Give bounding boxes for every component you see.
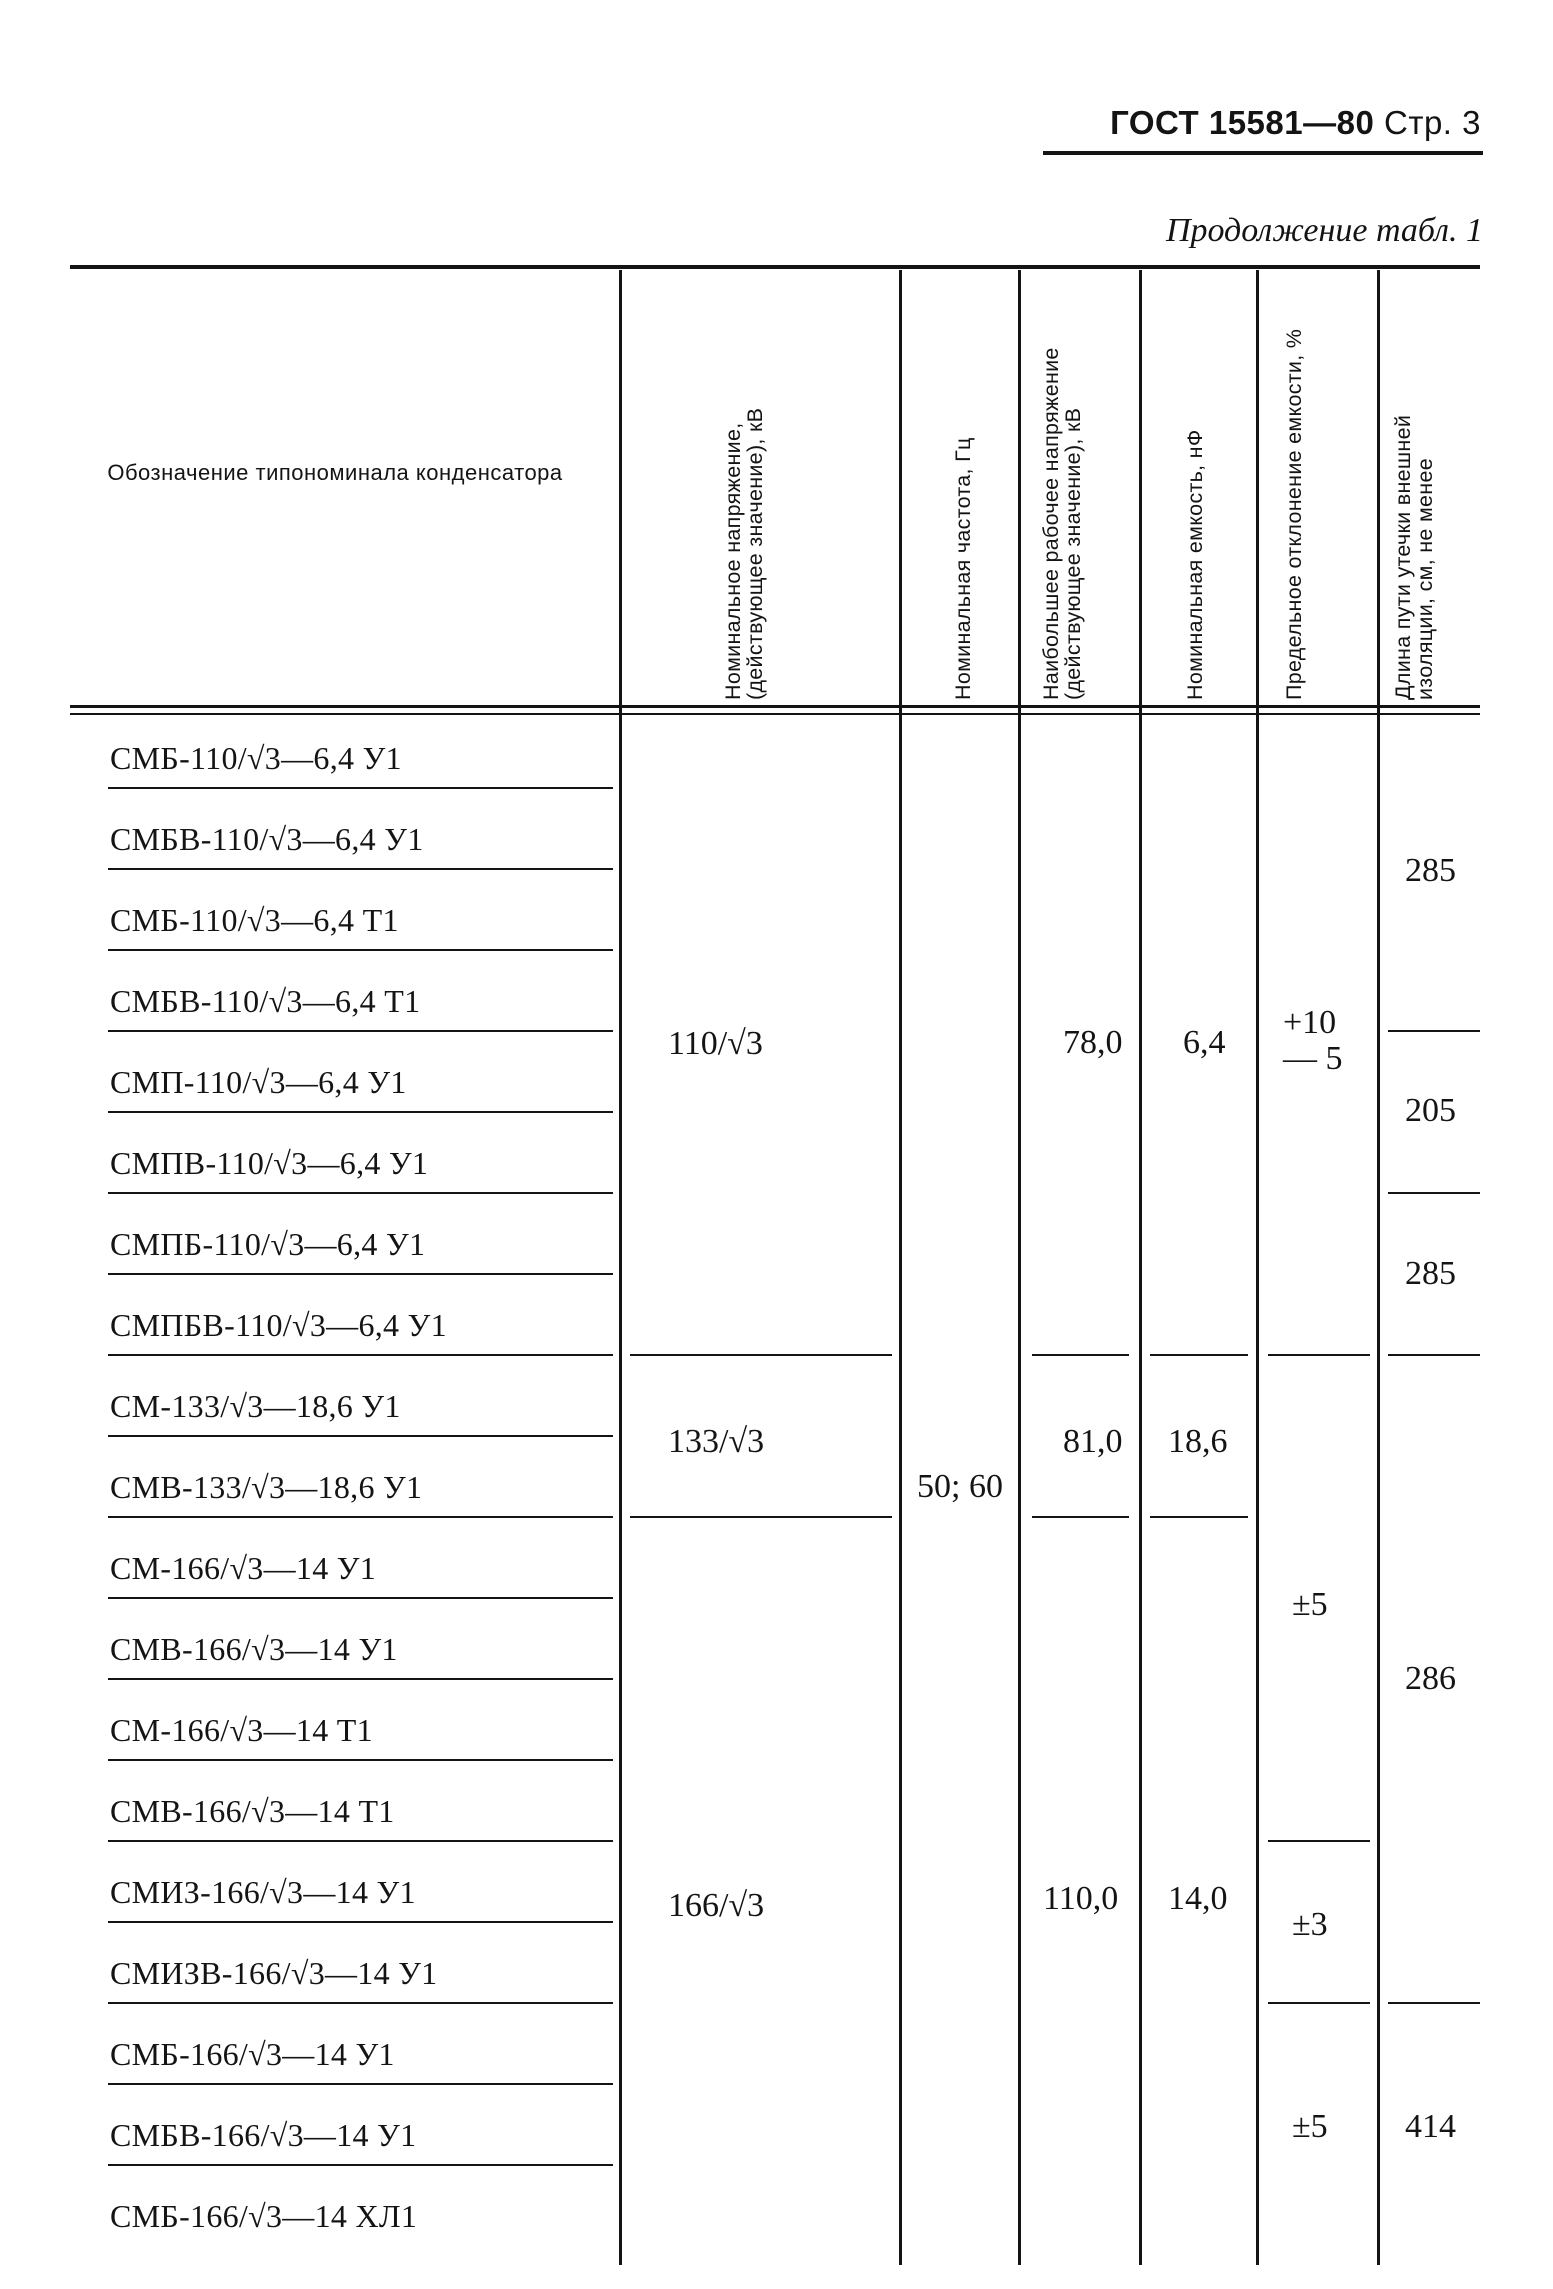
header-rule	[1043, 151, 1483, 155]
group-divider	[1388, 1030, 1480, 1032]
designation-cell: СМБ-110/√3—6,4 Т1	[110, 902, 399, 938]
leakage-285-b: 285	[1405, 1255, 1456, 1292]
tolerance-pm5: ±5	[1292, 1586, 1328, 1623]
designation-cell: СМВ-166/√3—14 Т1	[110, 1793, 395, 1829]
designation-cell: СМ-166/√3—14 У1	[110, 1550, 377, 1586]
col-divider	[1256, 270, 1259, 2265]
tolerance-pm3: ±3	[1292, 1906, 1328, 1943]
designation-cell: СМБ-166/√3—14 ХЛ1	[110, 2198, 418, 2234]
header-bottom-rule	[70, 705, 1480, 708]
designation-cell: СМИЗ-166/√3—14 У1	[110, 1874, 416, 1910]
column-header-capacitance: Номинальная емкость, нФ	[1183, 429, 1207, 700]
designation-cell: СМБВ-166/√3—14 У1	[110, 2117, 417, 2153]
designation-cell: СМБВ-110/√3—6,4 У1	[110, 821, 424, 857]
group-divider	[1388, 2002, 1480, 2004]
table-continuation-label: Продолжение табл. 1	[1165, 212, 1483, 249]
row-rule	[108, 1354, 613, 1356]
row-rule	[108, 1030, 613, 1032]
rated-voltage-133: 133/√3	[668, 1423, 765, 1460]
designation-cell: СМП-110/√3—6,4 У1	[110, 1064, 407, 1100]
group-divider	[630, 1354, 892, 1356]
leakage-286: 286	[1405, 1660, 1456, 1697]
row-rule	[108, 1435, 613, 1437]
row-rule	[108, 1516, 613, 1518]
designation-cell: СМИЗВ-166/√3—14 У1	[110, 1955, 438, 1991]
row-rule	[108, 1678, 613, 1680]
column-header-tolerance: Предельное отклонение емкости, %	[1282, 328, 1306, 700]
row-rule	[108, 1192, 613, 1194]
group-divider	[1032, 1354, 1129, 1356]
row-rule	[108, 787, 613, 789]
max-voltage-110: 110,0	[1043, 1880, 1119, 1917]
column-header-frequency: Номинальная частота, Гц	[951, 437, 975, 700]
column-header-designation: Обозначение типономинала конденсатора	[107, 460, 563, 485]
rated-voltage-166: 166/√3	[668, 1887, 765, 1924]
header-bottom-rule-2	[70, 713, 1480, 715]
row-rule	[108, 868, 613, 870]
group-divider	[1388, 1354, 1480, 1356]
designation-cell: СМБВ-110/√3—6,4 Т1	[110, 983, 421, 1019]
leakage-414: 414	[1405, 2108, 1456, 2145]
tolerance-pm5-lower: ±5	[1292, 2108, 1328, 2145]
column-header-leakage: Длина пути утечки внешней изоляции, см, не менее	[1391, 414, 1437, 700]
group-divider	[1268, 2002, 1370, 2004]
designation-cell: СМВ-133/√3—18,6 У1	[110, 1469, 423, 1505]
designation-cell: СМПБ-110/√3—6,4 У1	[110, 1226, 426, 1262]
group-divider	[1150, 1516, 1248, 1518]
table-top-rule	[70, 265, 1480, 269]
capacitance-6-4: 6,4	[1183, 1024, 1226, 1061]
group-divider	[1268, 1840, 1370, 1842]
row-rule	[108, 1759, 613, 1761]
group-divider	[1388, 1192, 1480, 1194]
group-divider	[1032, 1516, 1129, 1518]
row-rule	[108, 949, 613, 951]
designation-cell: СМПВ-110/√3—6,4 У1	[110, 1145, 429, 1181]
designation-cell: СМПБВ-110/√3—6,4 У1	[110, 1307, 447, 1343]
page-number: Стр. 3	[1384, 104, 1481, 141]
leakage-285-a: 285	[1405, 852, 1456, 889]
column-header-max-voltage: Наибольшее рабочее напряжение (действующее значение), кВ	[1039, 347, 1085, 700]
tolerance-plus: +10	[1283, 1004, 1337, 1041]
designation-cell: СМ-133/√3—18,6 У1	[110, 1388, 401, 1424]
tolerance-minus: — 5	[1283, 1040, 1343, 1077]
max-voltage-81: 81,0	[1063, 1423, 1123, 1460]
row-rule	[108, 1921, 613, 1923]
col-divider	[899, 270, 902, 2265]
col-divider	[1139, 270, 1142, 2265]
page-header	[1110, 104, 1481, 142]
col-divider	[1377, 270, 1380, 2265]
group-divider	[1150, 1354, 1248, 1356]
max-voltage-78: 78,0	[1063, 1024, 1123, 1061]
designation-cell: СМБ-166/√3—14 У1	[110, 2036, 395, 2072]
row-rule	[108, 1597, 613, 1599]
designation-cell: СМВ-166/√3—14 У1	[110, 1631, 398, 1667]
designation-cell: СМБ-110/√3—6,4 У1	[110, 740, 402, 776]
designation-cell: СМ-166/√3—14 Т1	[110, 1712, 373, 1748]
column-header-rated-voltage: Номинальное напряжение, (действующее значение), кВ	[721, 407, 767, 700]
standard-number: ГОСТ 15581—80	[1110, 104, 1375, 141]
rated-voltage-110: 110/√3	[668, 1025, 763, 1062]
capacitance-18-6: 18,6	[1168, 1423, 1228, 1460]
row-rule	[108, 2083, 613, 2085]
capacitance-14-0: 14,0	[1168, 1880, 1228, 1917]
col-divider	[1018, 270, 1021, 2265]
group-divider	[1268, 1354, 1370, 1356]
row-rule	[108, 1273, 613, 1275]
frequency-value: 50; 60	[917, 1468, 1003, 1505]
row-rule	[108, 1111, 613, 1113]
col-divider	[619, 270, 622, 2265]
row-rule	[108, 1840, 613, 1842]
group-divider	[630, 1516, 892, 1518]
row-rule	[108, 2002, 613, 2004]
leakage-205: 205	[1405, 1092, 1456, 1129]
row-rule	[108, 2164, 613, 2166]
